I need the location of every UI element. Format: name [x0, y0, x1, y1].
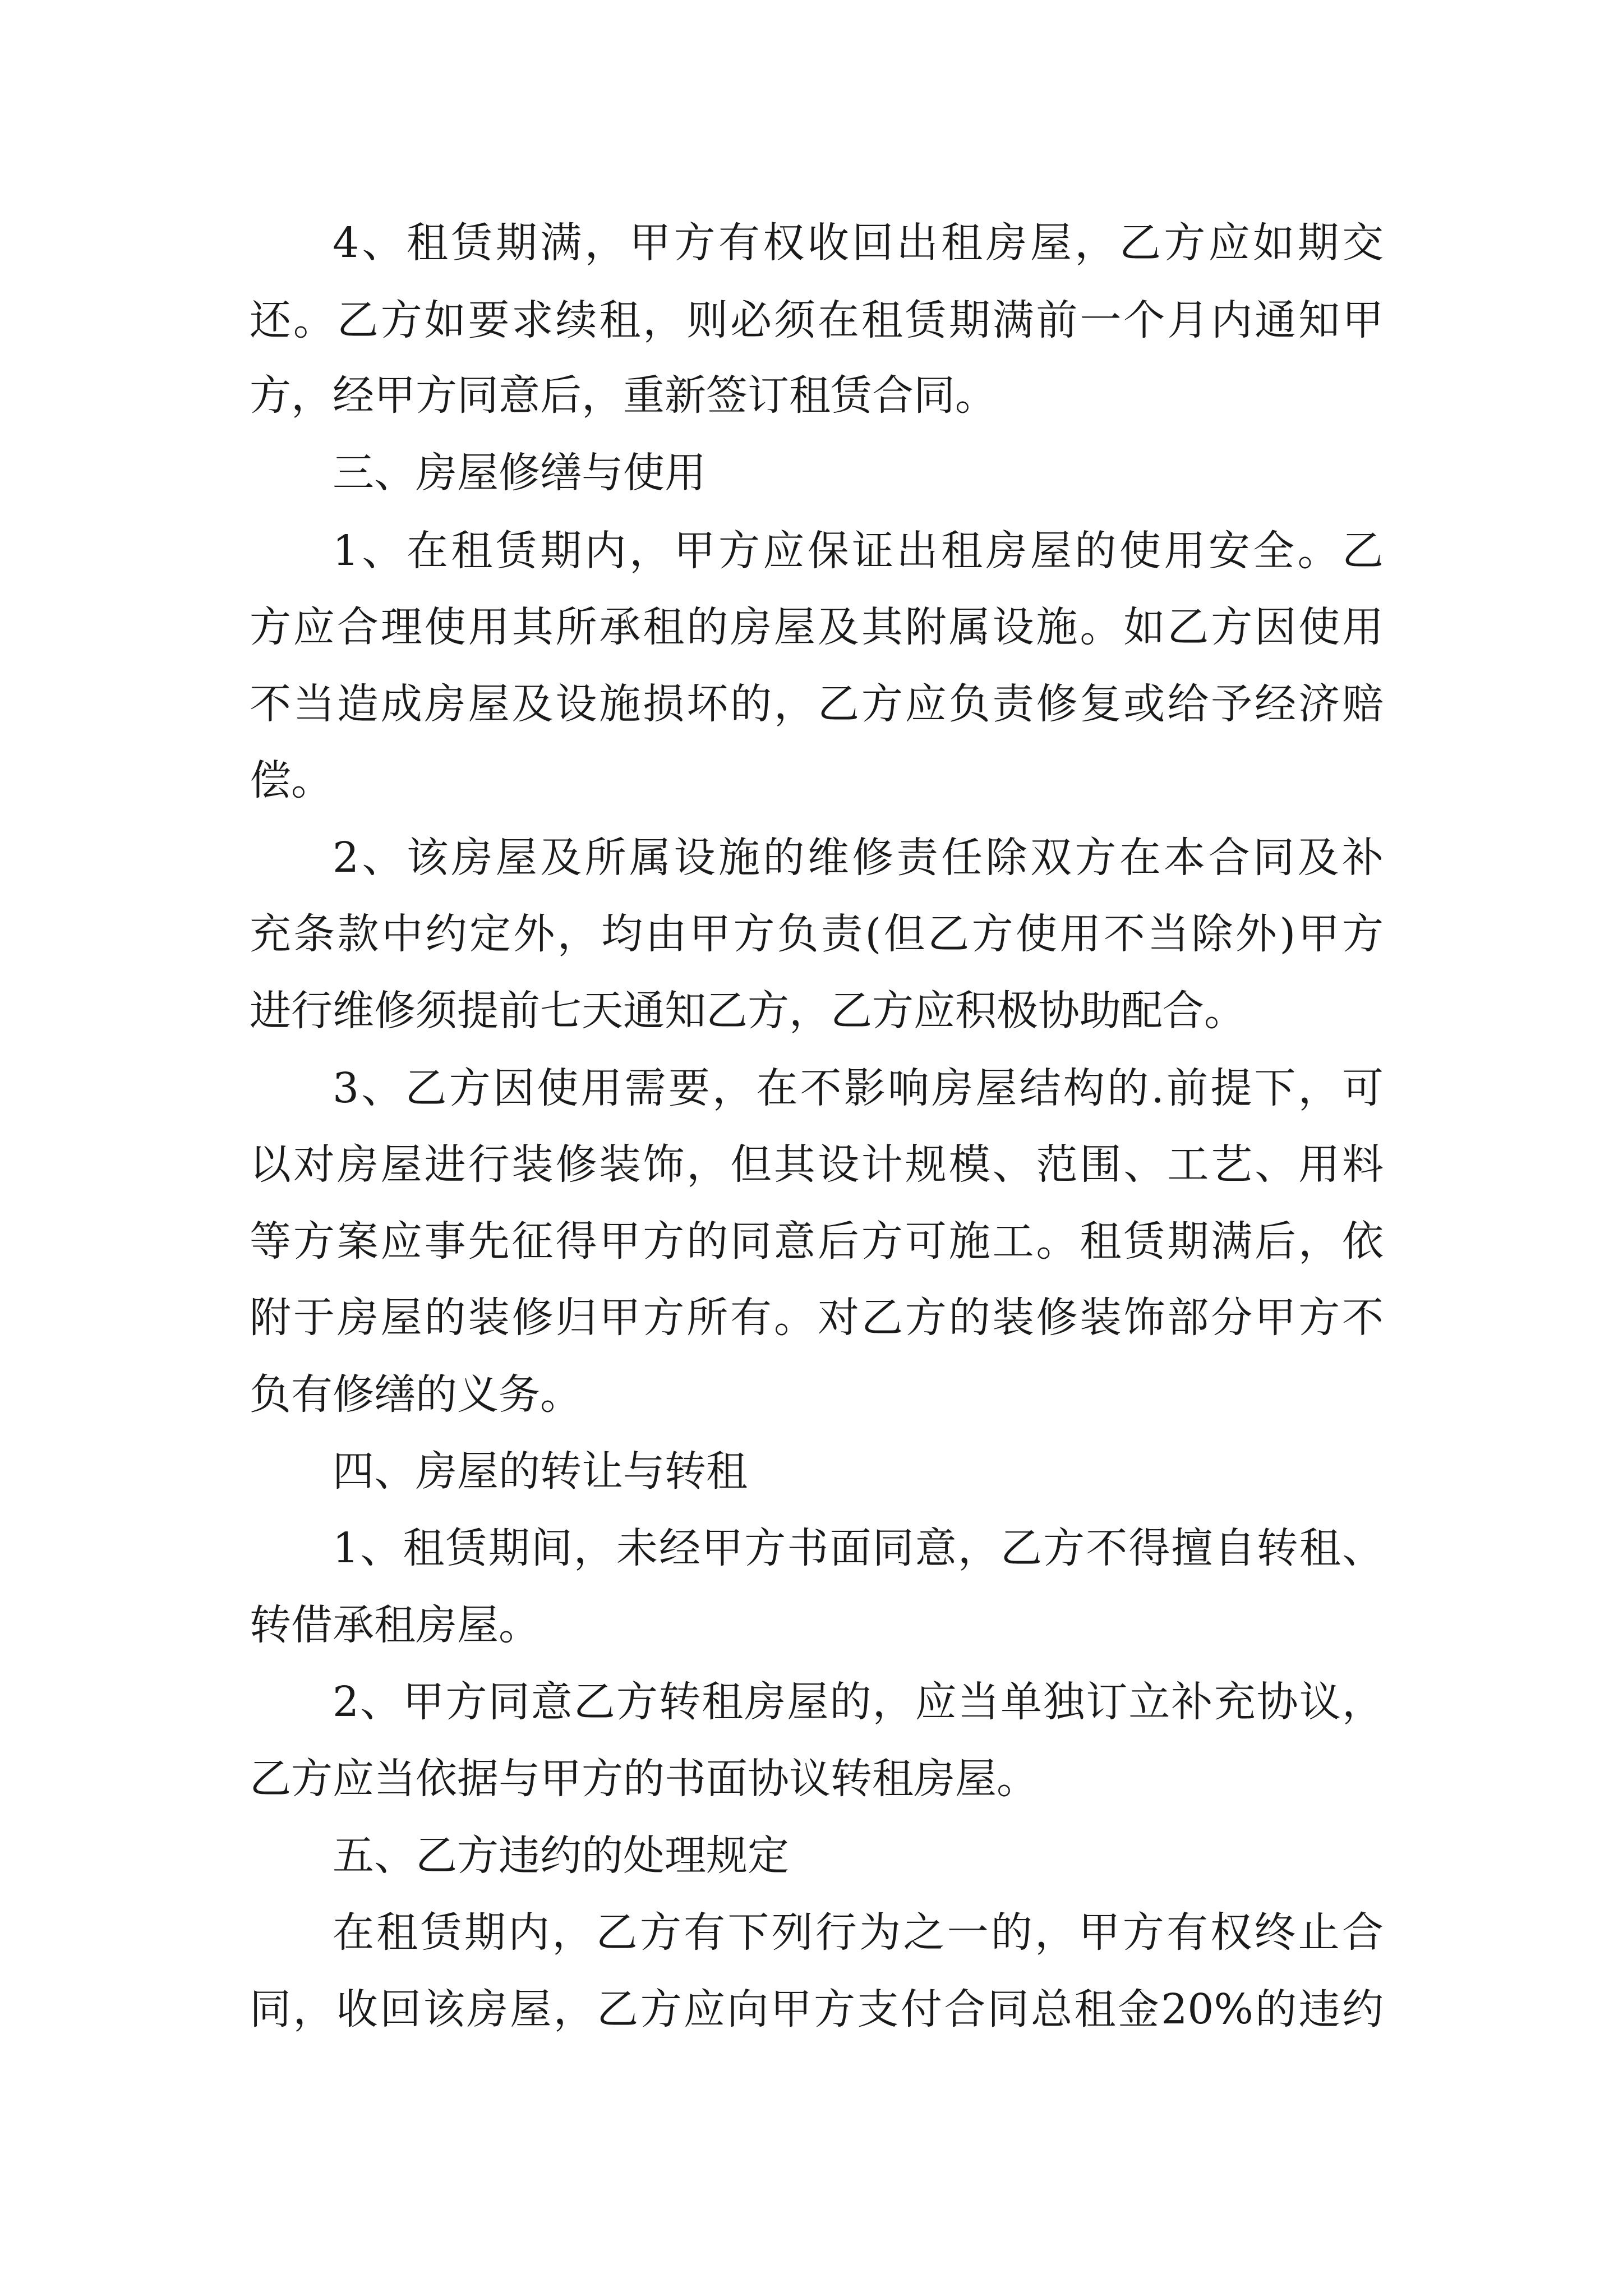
text-line: 以对房屋进行装修装饰，但其设计规模、范围、工艺、用料: [250, 1140, 1384, 1189]
text-line: 2、甲方同意乙方转租房屋的，应当单独订立补充协议，: [333, 1678, 1384, 1726]
section-heading: 五、乙方违约的处理规定: [333, 1832, 789, 1880]
text-line: 1、在租赁期内，甲方应保证出租房屋的使用安全。乙: [333, 527, 1384, 575]
text-line: 同，收回该房屋，乙方应向甲方支付合同总租金20%的违约: [250, 1985, 1384, 2033]
text-line: 在租赁期内，乙方有下列行为之一的，甲方有权终止合: [333, 1908, 1384, 1957]
text-line: 方应合理使用其所承租的房屋及其附属设施。如乙方因使用: [250, 603, 1384, 651]
section-heading: 四、房屋的转让与转租: [333, 1447, 748, 1496]
text-line: 转借承租房屋。: [250, 1601, 540, 1649]
section-heading: 三、房屋修缮与使用: [333, 449, 706, 497]
text-line: 4、租赁期满，甲方有权收回出租房屋，乙方应如期交: [333, 219, 1384, 267]
text-line: 1、租赁期间，未经甲方书面同意，乙方不得擅自转租、: [333, 1524, 1384, 1572]
text-line: 2、该房屋及所属设施的维修责任除双方在本合同及补: [333, 834, 1384, 882]
text-line: 还。乙方如要求续租，则必须在租赁期满前一个月内通知甲: [250, 296, 1384, 344]
text-line: 不当造成房屋及设施损坏的，乙方应负责修复或给予经济赔: [250, 680, 1384, 728]
text-line: 3、乙方因使用需要，在不影响房屋结构的.前提下，可: [333, 1064, 1384, 1112]
text-line: 乙方应当依据与甲方的书面协议转租房屋。: [250, 1755, 1038, 1803]
text-line: 附于房屋的装修归甲方所有。对乙方的装修装饰部分甲方不: [250, 1294, 1384, 1342]
text-line: 进行维修须提前七天通知乙方，乙方应积极协助配合。: [250, 987, 1246, 1035]
text-line: 充条款中约定外，均由甲方负责(但乙方使用不当除外)甲方: [250, 910, 1384, 958]
text-line: 偿。: [250, 756, 333, 804]
text-line: 方，经甲方同意后，重新签订租赁合同。: [250, 371, 997, 420]
text-line: 等方案应事先征得甲方的同意后方可施工。租赁期满后，依: [250, 1217, 1384, 1266]
text-line: 负有修缮的义务。: [250, 1370, 582, 1419]
